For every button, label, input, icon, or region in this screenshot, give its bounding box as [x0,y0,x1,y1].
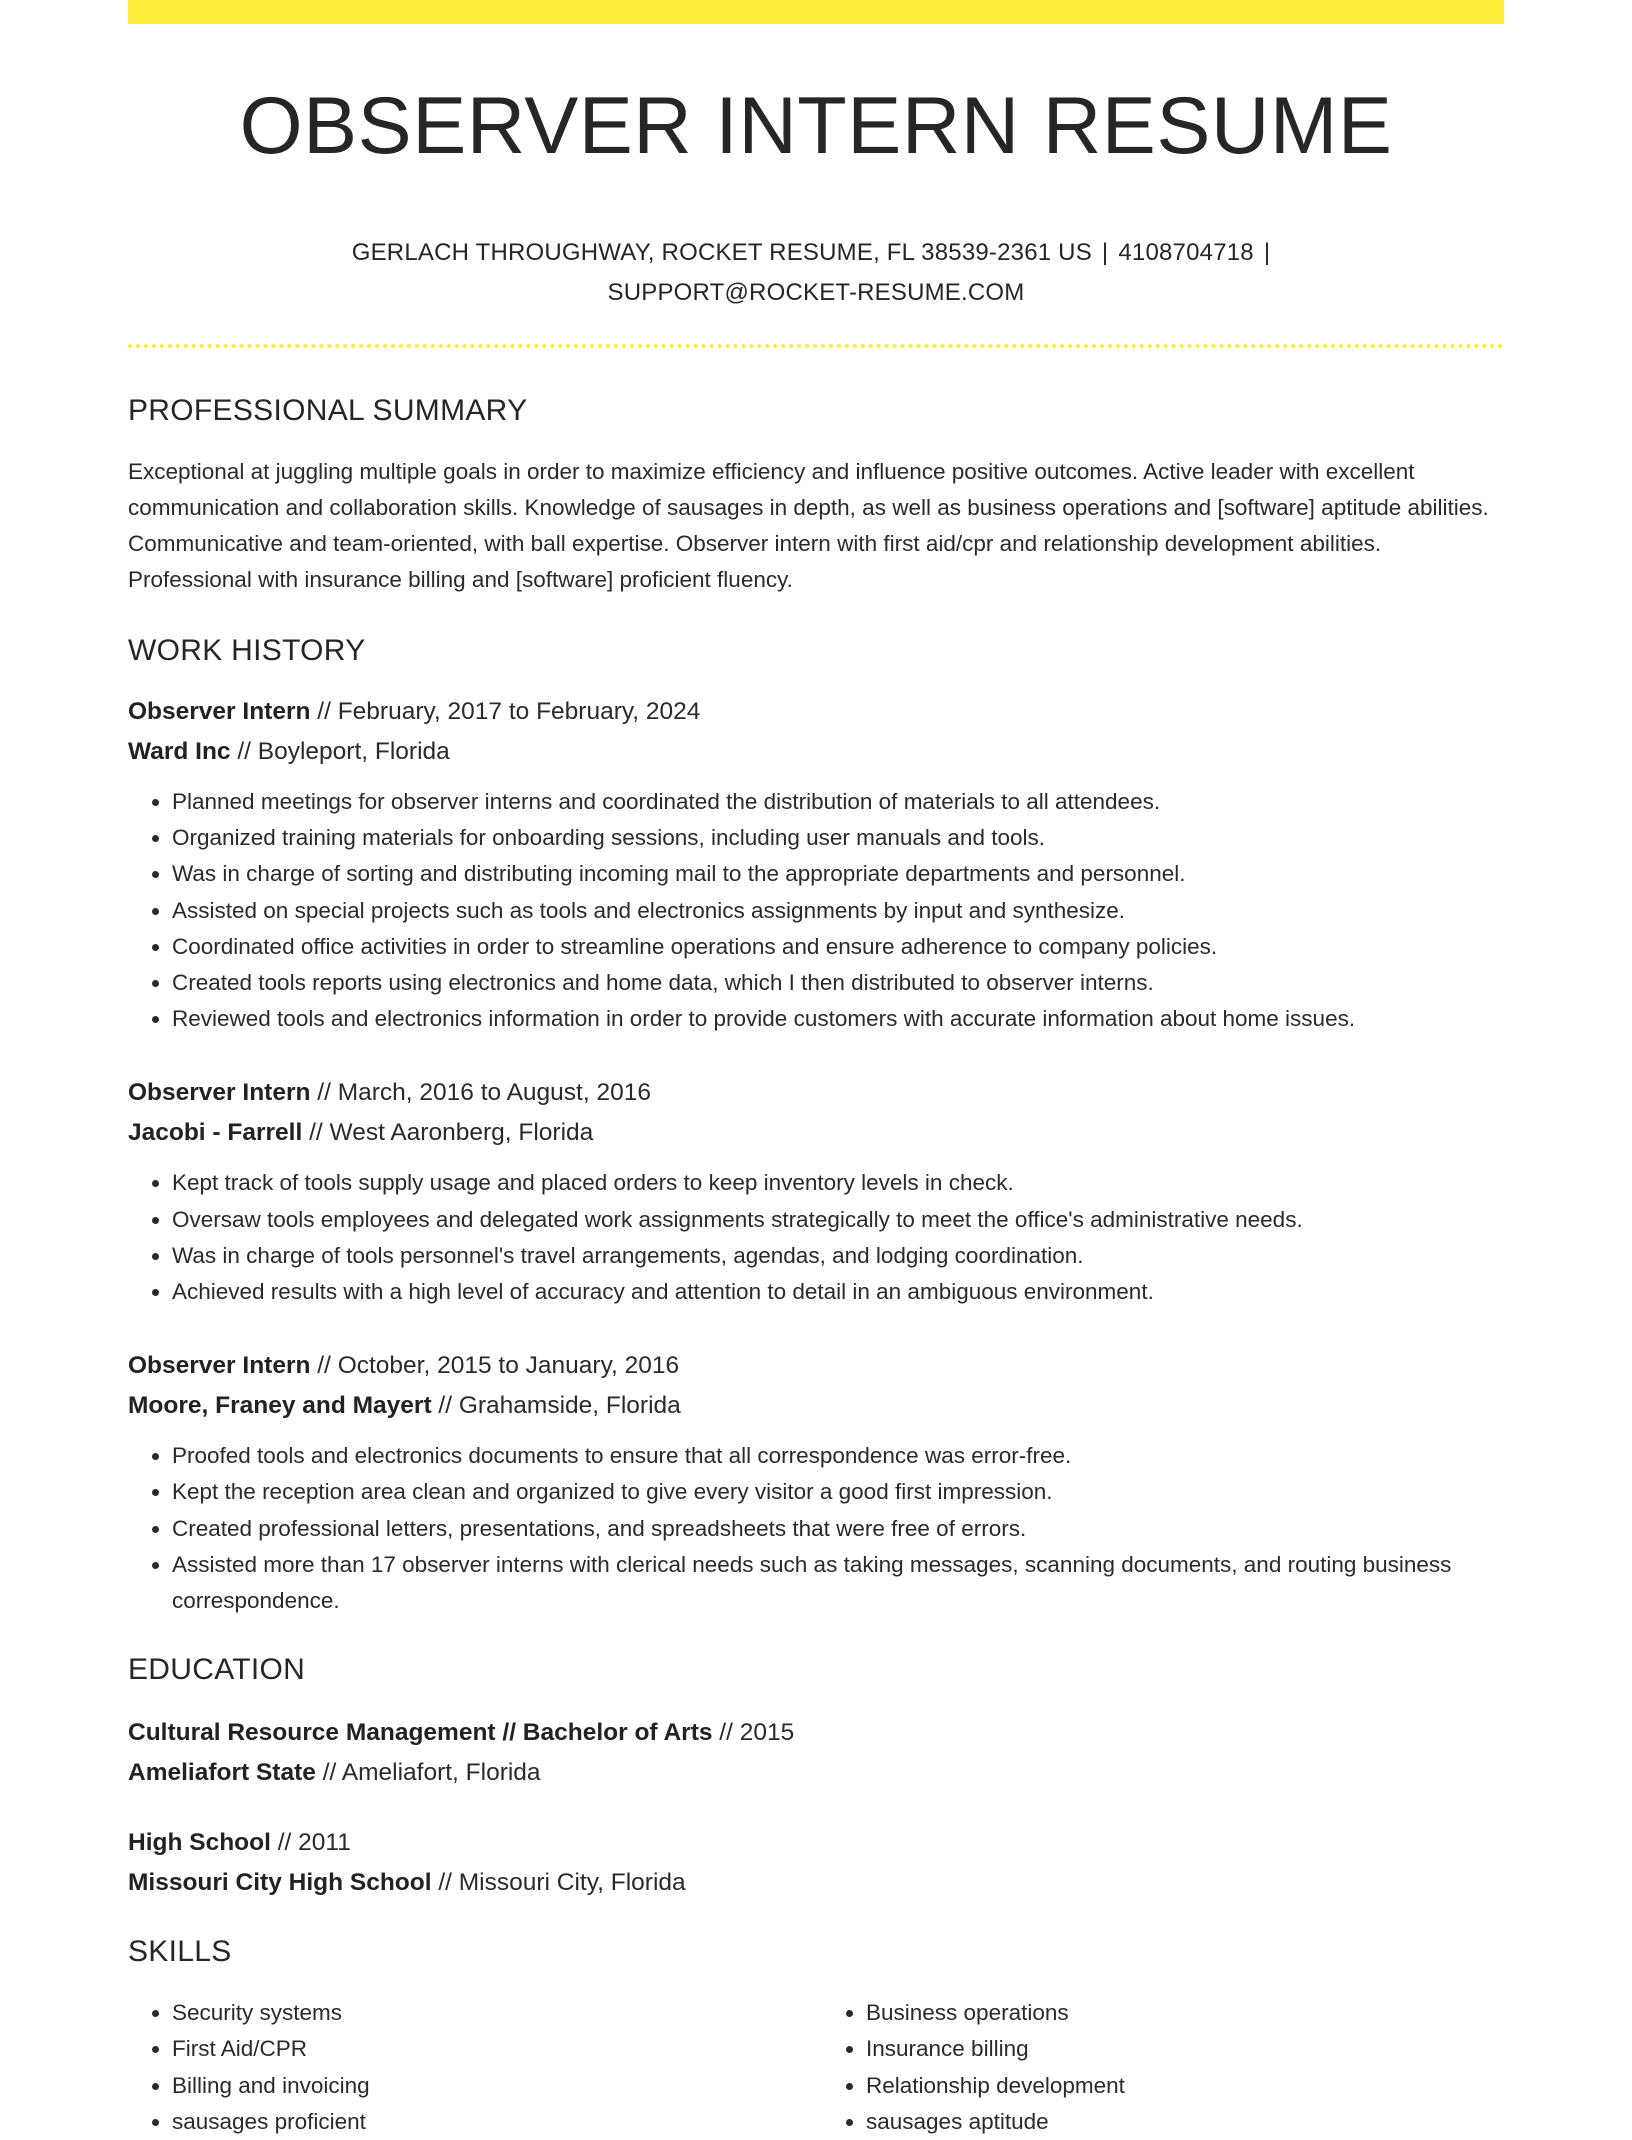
degree: Cultural Resource Management // Bachelor of Arts [128,1719,713,1747]
school-location: // Ameliafort, Florida [315,1759,541,1787]
job-title-line [128,1346,1504,1386]
separator: | [1101,239,1109,266]
resume-page [128,0,1504,2140]
skill-item: • Security systems [172,1995,816,2031]
education-entry [128,1713,1504,1793]
job-title-line [128,692,1504,732]
job-company-line [128,1113,1504,1153]
job-entry [128,1346,1504,1619]
job-company: Ward Inc [128,738,231,765]
skill-item: • Billing and invoicing [172,2068,816,2104]
list-item: • Kept track of tools supply usage and placed orders to keep inventory levels in check. [172,1165,1504,1201]
list-item: • Reviewed tools and electronics information in order to provide customers with accurate information about home issues. [172,1001,1504,1037]
degree-line [128,1823,1504,1863]
list-item: • Coordinated office activities in order to streamline operations and ensure adherence to company policies. [172,929,1504,965]
list-item: • Achieved results with a high level of accuracy and attention to detail in an ambiguous environment. [172,1274,1504,1310]
list-item: • Assisted more than 17 observer interns with clerical needs such as taking messages, scanning documents, and routing business correspondence. [172,1547,1504,1619]
address: GERLACH THROUGHWAY, ROCKET RESUME, FL 38539-2361 US [351,239,1092,266]
list-item: • Created tools reports using electronics and home data, which I then distributed to observer interns. [172,965,1504,1001]
skill-item: • First Aid/CPR [172,2031,816,2067]
skills-list-right [816,1995,1504,2140]
job-bullets [128,784,1504,1037]
contact-info [128,233,1504,313]
skill-item: • Insurance billing [866,2031,1504,2067]
degree-year: // 2015 [712,1719,795,1747]
job-entry [128,692,1504,1037]
job-bullets [128,1438,1504,1619]
job-title-line [128,1073,1504,1113]
top-accent-bar [128,0,1504,24]
job-dates: // February, 2017 to February, 2024 [310,698,701,725]
skill-item: • Relationship development [866,2068,1504,2104]
summary-text: Exceptional at juggling multiple goals in order to maximize efficiency and influence positive outcomes. Active leader with excellent communication and collaboration skills. Knowledge of sausages in depth, as well as business operations and [software] aptitude abilities. Communicative and team-oriented, with ball expertise. Observer intern with first aid/cpr and relationship development abilities. Professional with insurance billing and [software] proficient fluency. [128,459,1489,592]
job-company: Jacobi - Farrell [128,1119,303,1147]
school: Ameliafort State [128,1759,316,1787]
list-item: • Kept the reception area clean and organized to give every visitor a good first impression. [172,1474,1504,1510]
school: Missouri City High School [128,1869,432,1897]
degree: High School [128,1829,271,1857]
job-location: // West Aaronberg, Florida [302,1119,594,1147]
job-title: Observer Intern [128,698,311,725]
skill-item: • sausages aptitude [866,2104,1504,2140]
list-item: • Organized training materials for onboarding sessions, including user manuals and tools. [172,820,1504,856]
work-history-heading: WORK HISTORY [128,634,366,667]
job-dates: // October, 2015 to January, 2016 [310,1352,680,1380]
job-location: // Grahamside, Florida [431,1392,681,1420]
separator: | [1263,239,1271,266]
phone: 4108704718 [1118,239,1254,266]
education-entry [128,1823,1504,1903]
degree-line [128,1713,1504,1753]
school-line [128,1863,1504,1903]
job-company: Moore, Franey and Mayert [128,1392,432,1420]
list-item: • Oversaw tools employees and delegated work assignments strategically to meet the office's administrative needs. [172,1202,1504,1238]
skills-grid [128,1995,1504,2140]
job-company-line [128,1386,1504,1426]
skills-heading: SKILLS [128,1935,232,1969]
skill-item: • Business operations [866,1995,1504,2031]
skill-item: • sausages proficient [172,2104,816,2140]
resume-title: OBSERVER INTERN RESUME [239,81,1393,171]
list-item: • Planned meetings for observer interns and coordinated the distribution of materials to all attendees. [172,784,1504,820]
job-company-line [128,732,1504,772]
email: SUPPORT@ROCKET-RESUME.COM [607,279,1025,306]
school-line [128,1753,1504,1793]
header-divider [128,344,1504,348]
list-item: • Assisted on special projects such as tools and electronics assignments by input and synthesize. [172,893,1504,929]
job-entry [128,1073,1504,1310]
job-title: Observer Intern [128,1079,311,1107]
degree-year: // 2011 [270,1829,351,1857]
summary-heading: PROFESSIONAL SUMMARY [128,394,528,427]
job-bullets [128,1165,1504,1310]
list-item: • Created professional letters, presentations, and spreadsheets that were free of errors. [172,1511,1504,1547]
skills-list-left [128,1995,816,2140]
education-heading: EDUCATION [128,1653,306,1687]
job-title: Observer Intern [128,1352,311,1380]
job-location: // Boyleport, Florida [230,738,450,765]
job-dates: // March, 2016 to August, 2016 [310,1079,651,1107]
list-item: • Was in charge of sorting and distributing incoming mail to the appropriate departments and personnel. [172,856,1504,892]
list-item: • Proofed tools and electronics documents to ensure that all correspondence was error-free. [172,1438,1504,1474]
school-location: // Missouri City, Florida [431,1869,686,1897]
list-item: • Was in charge of tools personnel's travel arrangements, agendas, and lodging coordination. [172,1238,1504,1274]
